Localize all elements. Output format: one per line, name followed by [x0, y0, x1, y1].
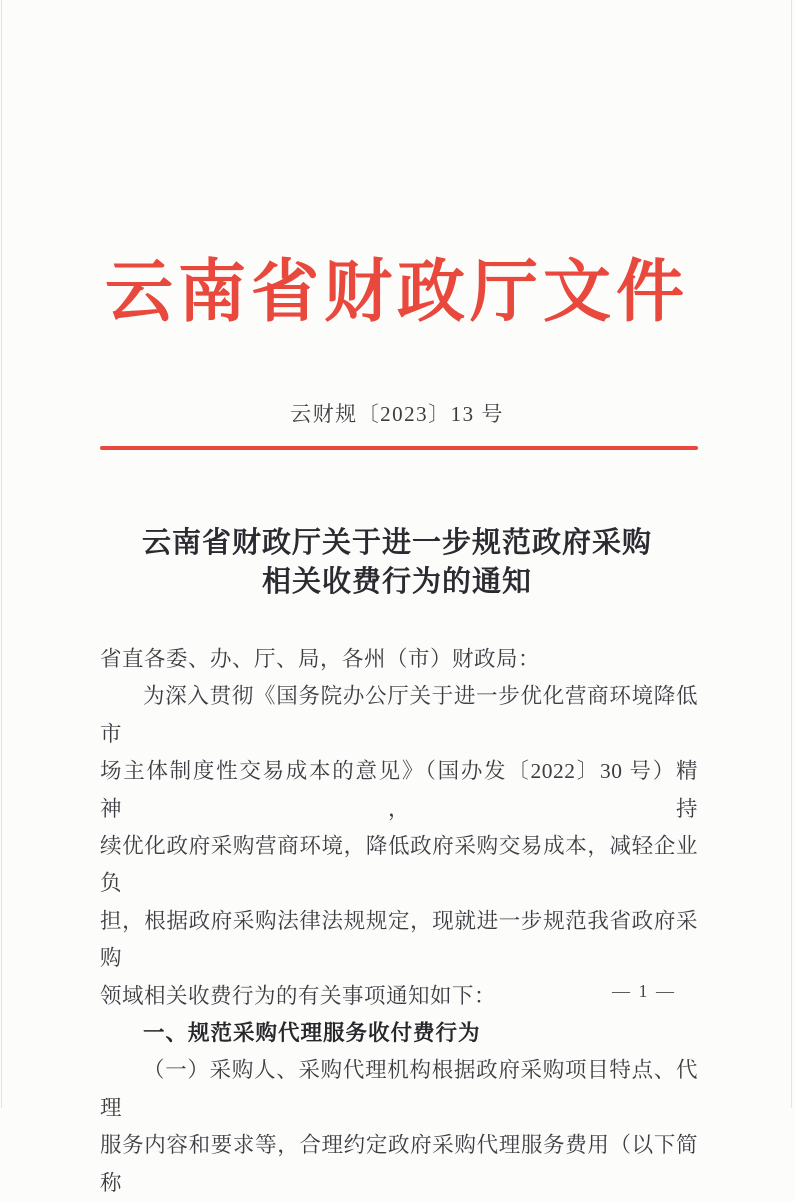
document-title-line2: 相关收费行为的通知	[261, 566, 532, 598]
letterhead-title: 云南省财政厅文件	[104, 254, 689, 330]
body-line: 为深入贯彻《国务院办公厅关于进一步优化营商环境降低市	[100, 684, 698, 746]
body-line: 一、规范采购代理服务收付费行为	[143, 1021, 481, 1046]
body-line: 担，根据政府采购法律法规规定，现就进一步规范我省政府采购	[100, 908, 698, 971]
body-line: 领域相关收费行为的有关事项通知如下：	[100, 983, 497, 1008]
body-line: 省直各委、办、厅、局，各州（市）财政局：	[100, 647, 541, 671]
body-line: 续优化政府采购营商环境，降低政府采购交易成本，减轻企业负	[100, 834, 698, 896]
body-line: 服务内容和要求等，合理约定政府采购代理服务费用（以下简称	[100, 1133, 698, 1195]
document-body	[100, 641, 698, 1202]
document-number: 云财规〔2023〕13 号	[290, 402, 504, 426]
document-title	[0, 524, 794, 602]
document-title-line1: 云南省财政厅关于进一步规范政府采购	[141, 527, 652, 559]
body-line: （一）采购人、采购代理机构根据政府采购项目特点、代理	[100, 1058, 698, 1120]
page-number: — 1 —	[612, 981, 676, 1001]
red-divider-line	[100, 446, 698, 450]
body-line: 场主体制度性交易成本的意见》（国办发〔2022〕30 号）精神，持	[100, 759, 698, 821]
